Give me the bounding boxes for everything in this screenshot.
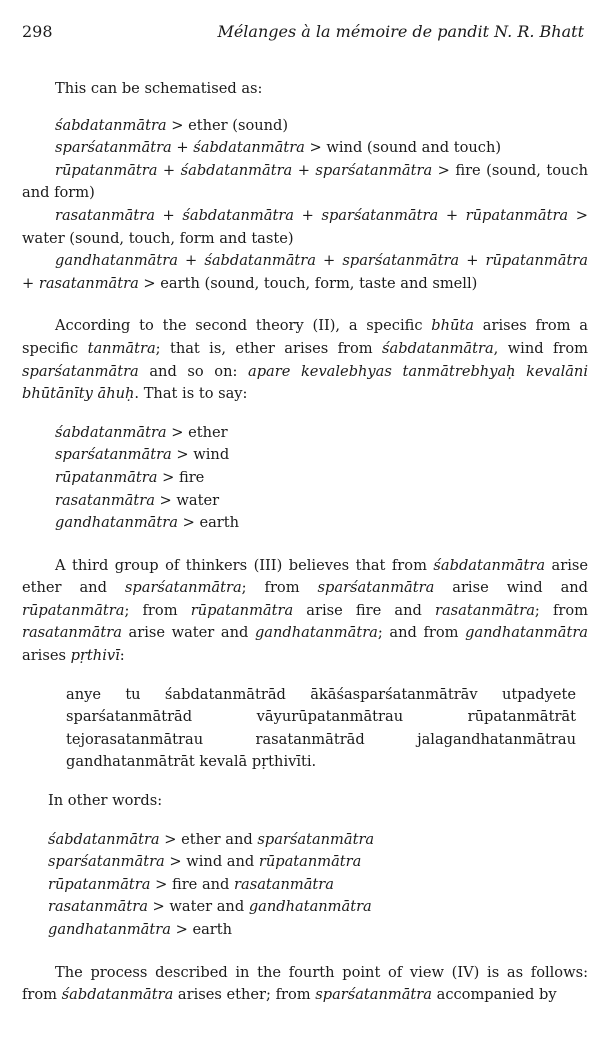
schema-line <box>22 250 588 295</box>
schema-result: > water (sound, touch, form and taste) <box>22 206 588 247</box>
theory-two-schema <box>55 422 588 535</box>
schema-line: gandhatanmātra > earth <box>55 514 240 532</box>
paragraph-second-theory: According to the second theory (II), a specific bhūta arises from a specific tanmātra; that is, ether arises from śabdatanmātra, wind from sparśatanmātra and so on: apare kevalebhyas tanmātrebhyaḥ kevalāni bhūtānīty āhuḥ. That is to say: <box>22 317 589 403</box>
schema-line <box>22 115 588 138</box>
schema-terms: rūpatanmātra + śabdatanmātra + sparśatanmātra <box>55 161 433 179</box>
schema-line: śabdatanmātra > ether <box>55 423 228 441</box>
schema-line <box>22 205 588 250</box>
schema-line: rasatanmātra > water <box>55 491 220 509</box>
sanskrit-quotation: anye tu śabdatanmātrād ākāśasparśatanmātrāv utpadyete sparśatanmātrād vāyurūpatanmātrau rūpatanmātrāt tejorasatanmātrau rasatanmātrād jalagandhatanmātrau gandhatanmātrāt kevalā pṛthivīti. <box>66 685 576 771</box>
schema-line: śabdatanmātra > ether and sparśatanmātra <box>48 830 375 848</box>
schema-terms: gandhatanmātra + śabdatanmātra + sparśatanmātra + rūpatanmātra + rasatanmātra <box>22 252 588 292</box>
schema-result: > wind (sound and touch) <box>304 139 502 157</box>
schema-terms: śabdatanmātra <box>55 116 167 134</box>
schema-line: sparśatanmātra > wind and rūpatanmātra <box>48 853 362 871</box>
schema-line: sparśatanmātra > wind <box>55 446 230 464</box>
page-body <box>22 78 588 1007</box>
paragraph-fourth-theory: The process described in the fourth point of view (IV) is as follows: from śabdatanmātra arises ether; from sparśatanmātra accompanied by <box>22 963 588 1004</box>
running-title: Mélanges à la mémoire de pandit N. R. Bhatt <box>217 22 584 41</box>
schema-result: > ether (sound) <box>166 116 289 134</box>
paragraph-third-theory: A third group of thinkers (III) believes that from śabdatanmātra arise ether and sparśatanmātra; from sparśatanmātra arise wind and rūpatanmātra; from rūpatanmātra arise fire and rasatanmātra; from rasatanmātra arise water and gandhatanmātra; and from gandhatanmātra arises pṛthivī: <box>22 556 589 665</box>
schema-terms: rasatanmātra + śabdatanmātra + sparśatanmātra + rūpatanmātra <box>55 206 569 224</box>
schema-line: gandhatanmātra > earth <box>48 921 233 938</box>
schema-line <box>22 160 588 205</box>
schema-result: > earth (sound, touch, form, taste and smell) <box>138 274 478 292</box>
page-number: 298 <box>22 22 53 41</box>
page-header <box>22 22 584 46</box>
schema-line <box>22 137 588 160</box>
theory-one-schema <box>22 115 588 296</box>
schema-result: > fire (sound, touch and form) <box>22 161 588 202</box>
theory-three-schema <box>48 829 588 942</box>
other-words-label: In other words: <box>48 792 163 810</box>
schema-line: rūpatanmātra > fire and rasatanmātra <box>48 875 334 893</box>
schema-line: rasatanmātra > water and gandhatanmātra <box>48 898 372 916</box>
schema-terms: sparśatanmātra + śabdatanmātra <box>55 139 305 157</box>
schema-line: rūpatanmātra > fire <box>55 468 205 486</box>
schema-intro: This can be schematised as: <box>55 80 263 97</box>
